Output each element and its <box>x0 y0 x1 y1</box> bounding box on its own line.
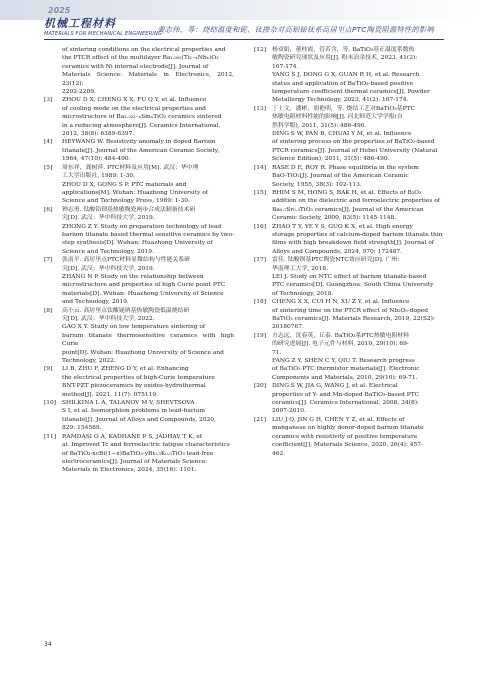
reference-line: 的研究进展[J]. 电子元件与材料, 2010, 29(10): 69- <box>272 341 409 348</box>
running-title: 裴志伟，等：烧结温度和铌、钛掺杂对高铝铋钛系高居里点PTC陶瓷阻温特性的影响 <box>157 25 434 34</box>
reference-line: FANG Z Y, SHEN C Y, QIU T. Research progress <box>272 358 415 365</box>
reference-line: the PTCR effect of the multilayer Ba₁.₀₀₂(Ti₁₋ₓNbₓ)O₃ <box>62 55 219 62</box>
reference-line: Ba₀.₇Sr₀.₃TiO₃ ceramics[J]. Journal of the American <box>272 206 424 213</box>
reference-number: [7] <box>44 257 53 264</box>
reference-line: 究[D]. 武汉：华中科技大学, 2019. <box>62 265 155 272</box>
reference-line: 热敏电阻材料性能的影响[J]. 河北师范大学学报(自 <box>272 114 403 121</box>
reference-line: ceramics with resistivity of positive temperature <box>272 433 418 440</box>
reference-line: ceramics[J]. Ceramics International, 2008, 34(8): <box>272 400 419 407</box>
header-rule <box>44 39 444 40</box>
reference-line: 究[D]. 武汉：华中科技大学, 2022. <box>62 316 155 322</box>
reference-number: [5] <box>44 164 53 171</box>
reference-number <box>44 46 62 96</box>
reference-number: [8] <box>44 307 53 314</box>
reference-line: RHIM S M, HONG S, BAK H, et al. Effects of B₂O₃ <box>272 189 422 196</box>
reference-text <box>272 382 444 416</box>
reference-line: 71. <box>272 349 282 356</box>
reference-entry <box>44 399 234 433</box>
reference-line: 工大学出版社, 1989: 1-30. <box>62 173 136 180</box>
reference-line: 20180767. <box>272 324 304 331</box>
reference-line: electroceramics[J]. Journal of Materials Science: <box>62 458 208 465</box>
journal-title-cn: 机械工程材料 <box>44 17 116 30</box>
reference-number: [19] <box>254 332 267 339</box>
reference-line: Science and Technology, 2019. <box>62 248 154 255</box>
reference-line: 2012, 38(8): 6389-6397. <box>62 131 135 138</box>
reference-entry <box>44 365 234 399</box>
reference-line: of sintering process on the properties of BaTiO₃-based <box>272 139 435 146</box>
reference-number: [17] <box>254 257 267 264</box>
reference-line: of BaTiO₃-xcBi(1−x)BaTiO₃-yBi₀.₅K₀.₅TiO₃ lead-free <box>62 450 214 457</box>
reference-line: BaO-TiO₂[J]. Journal of the American Ceramic <box>272 173 409 180</box>
reference-line: LIU J Q, JIN G H, CHEN Y Z, et al. Effects of <box>272 416 405 423</box>
reference-line: films with high breakdown field strength[J]. Journal of <box>272 240 434 247</box>
reference-entry <box>44 256 234 306</box>
reference-text <box>62 307 234 366</box>
reference-text <box>272 298 444 332</box>
reference-line: 2007-2010. <box>272 408 306 415</box>
reference-line: barium titanate based thermal sensitive ceramics by two- <box>62 231 234 238</box>
reference-line: 高小云. 高居里点钛酸铋钠基热敏陶瓷低温烧结研 <box>62 307 190 314</box>
reference-line: and Technology, 2019. <box>62 299 129 306</box>
reference-line: ZHOU D X, CHENG X X, FU Q Y, et al. Influence <box>62 97 207 104</box>
reference-line: 167-174. <box>272 63 299 70</box>
reference-line: Metallurgy Technology, 2023, 41(2): 167-174. <box>272 97 409 104</box>
reference-entry <box>254 105 444 164</box>
reference-entry <box>44 307 234 366</box>
reference-line: titanate[J]. Journal of Alloys and Compounds, 2020, <box>62 416 216 423</box>
reference-line: titanate[J]. Journal of the American Ceramic Society, <box>62 147 220 154</box>
reference-line: ZHONG Z Y. Study on preparation technology of lead <box>62 223 222 230</box>
reference-entry <box>44 138 234 163</box>
reference-line: Science Edition), 2011, 31(5): 486-490. <box>272 156 390 163</box>
reference-number: [11] <box>44 433 57 440</box>
reference-line: SHILKINA L A, TALANOV M V, SHEVTSOVA <box>62 400 195 407</box>
reference-entry <box>254 46 444 105</box>
reference-number: [3] <box>44 97 53 104</box>
reference-line: status and application of BaTiO₃-based positive <box>272 80 414 87</box>
reference-line: 462. <box>272 450 286 457</box>
reference-line: materials[D]. Wuhan: Huazhong University of Science <box>62 290 224 297</box>
reference-line: LI B, ZHU F, ZHENG D Y, et al. Enhancing <box>62 366 189 373</box>
reference-text <box>62 399 234 433</box>
reference-line: step synthesis[D]. Wuhan: Huazhong University of <box>62 240 213 247</box>
reference-text <box>62 46 234 96</box>
reference-line: Materials in Electronics, 2024, 35(16): 1101. <box>62 467 197 474</box>
reference-entry <box>254 298 444 332</box>
right-column <box>254 46 444 475</box>
reference-line: method[J]. 2021, 11(7): 075119. <box>62 391 159 398</box>
reference-text <box>272 256 444 298</box>
reference-line: Society, 1955, 38(3): 102-113. <box>272 181 362 188</box>
reference-line: storage properties of calcium-doped barium titanate thin <box>272 231 443 238</box>
left-column <box>44 46 234 475</box>
reference-text <box>272 189 444 223</box>
reference-line: DING S W, PAN B, CHUAI Y M, et al. Influence <box>272 131 412 138</box>
reference-text <box>62 365 234 399</box>
reference-line: 钟志勇. 钛酸铅钡基热敏陶瓷两步合成法制备技术研 <box>62 206 196 213</box>
reference-line: BaTiO₃ ceramics[J]. Materials Research, 2019, 22(S2): <box>272 316 435 322</box>
reference-line: barium titanate thermosensitive ceramics with high Curie <box>62 332 234 348</box>
reference-entry <box>254 382 444 416</box>
reference-entry <box>254 416 444 458</box>
reference-line: Science and Technology Press, 1989: 1-30. <box>62 198 190 205</box>
reference-line: YANG S J, DONG G X, GUAN R H, et al. Research <box>272 72 420 79</box>
reference-number: [21] <box>254 416 267 423</box>
reference-line: 究[D]. 武汉：华中科技大学, 2019. <box>62 215 155 222</box>
reference-line: 2202-2209. <box>62 89 96 96</box>
reference-text <box>62 206 234 256</box>
reference-text <box>62 164 234 206</box>
reference-entry <box>254 189 444 223</box>
year-badge: 2025 <box>48 6 71 15</box>
reference-line: 丁士文，潘彬，胡艳明，等. 烧结工艺对BaTiO₃基PTC <box>272 105 416 112</box>
reference-line: coefficient[J]. Materials Science, 2020, 26(4): 457- <box>272 442 424 449</box>
reference-entry <box>254 256 444 298</box>
reference-line: 1964, 47(10): 484-490. <box>62 156 131 163</box>
reference-line: manganese on highly donor-doped barium titanate <box>272 425 424 432</box>
reference-line: Alloys and Compounds, 2024, 970: 172487. <box>272 248 403 255</box>
reference-entry <box>44 433 234 475</box>
reference-line: microstructure of Ba₁.₀₂₂₋ₓSmₓTiO₃ ceramics sintered <box>62 114 222 121</box>
reference-number: [6] <box>44 206 53 213</box>
reference-number: [9] <box>44 366 53 373</box>
reference-text <box>272 223 444 257</box>
reference-line: 周东祥，龚树萍. PTC材料及应用[M]. 武汉：华中理 <box>62 164 199 171</box>
reference-number: [16] <box>254 223 267 230</box>
reference-entry <box>44 46 234 96</box>
reference-line: of sintering time on the PTCR effect of Nb₂O₅-doped <box>272 307 429 314</box>
reference-line: RAMDASI O A, KADHANE P S, JADHAV T K, et <box>62 433 203 440</box>
reference-line: applications[M]. Wuhan: Huazhong University of <box>62 189 208 196</box>
reference-number: [4] <box>44 139 53 146</box>
reference-line: al. Improved Tc and ferroelectric fatigue characteristics <box>62 442 230 449</box>
reference-text <box>62 256 234 306</box>
reference-line: S I, et al. Isomorphism problems in lead-barium <box>62 408 205 415</box>
reference-line: RASE D E, ROY R. Phase equilibria in the system <box>272 164 419 171</box>
reference-entry <box>44 164 234 206</box>
reference-line: the electrical properties of high-Curie temperature <box>62 374 215 381</box>
reference-line: of Technology, 2018. <box>272 290 334 297</box>
reference-line: 敏陶瓷研究现状及应用[J]. 粉末冶金技术, 2023, 41(2): <box>272 55 418 62</box>
reference-line: in a reducing atmosphere[J]. Ceramics International, <box>62 122 221 129</box>
reference-number: [12] <box>254 47 267 53</box>
reference-line: 华南理工大学, 2018. <box>272 265 328 272</box>
reference-text <box>62 138 234 163</box>
reference-text <box>272 164 444 189</box>
reference-line: of sintering conditions on the electrical properties and <box>62 47 226 53</box>
reference-line: properties of Y- and Mn-doped BaTiO₃-based PTC <box>272 391 420 398</box>
reference-line: Technology, 2022. <box>62 358 116 365</box>
reference-line: addition on the dielectric and ferroelectric properties of <box>272 198 440 205</box>
reference-line: ZHOU D X, GONG S P. PTC materials and <box>62 181 187 188</box>
reference-text <box>272 332 444 382</box>
reference-text <box>272 46 444 105</box>
reference-number: [10] <box>44 400 57 407</box>
reference-line: HEYWANG W. Resistivity anomaly in doped Barium <box>62 139 216 146</box>
reference-line: BNT-PZT piezoceramics by oxides-hydrothermal <box>62 383 206 390</box>
page-number: 34 <box>44 641 52 648</box>
reference-text <box>62 433 234 475</box>
reference-line: Materials Science: Materials in Electronics, 2012, 23(12): <box>62 72 234 87</box>
reference-line: ceramics with Ni internal electrode[J]. Journal of <box>62 63 209 70</box>
reference-line: 雷佳. 钛酸钡基PTC陶瓷NTC效应研究[D]. 广州: <box>272 257 400 264</box>
reference-line: LEI J. Study on NTC effect of barium titanate-based <box>272 273 427 280</box>
reference-text <box>272 105 444 164</box>
reference-line: 杨双娟，董桂霞，管若含，等. BaTiO₃基正温度系数热 <box>272 47 415 53</box>
reference-number: [14] <box>254 164 267 171</box>
reference-line: Components and Materials, 2010, 29(10): 69-71. <box>272 374 418 381</box>
reference-line: of BaTiO₃ PTC thermistor materials[J]. Electronic <box>272 366 420 373</box>
reference-entry <box>44 206 234 256</box>
reference-entry <box>254 164 444 189</box>
reference-number: [20] <box>254 383 267 390</box>
journal-title-en: MATERIALS FOR MECHANICAL ENGINEERING <box>44 31 163 37</box>
reference-line: PTC ceramics[D]. Guangzhou: South China University <box>272 282 434 289</box>
reference-line: 然科学版), 2011, 31(5): 486-490. <box>272 122 367 129</box>
reference-columns <box>44 46 444 475</box>
reference-entry <box>254 223 444 257</box>
reference-line: 张南平. 高居里点PTC材料显微结构与性能关系研 <box>62 257 191 264</box>
reference-number: [18] <box>254 299 267 306</box>
reference-entry <box>44 96 234 138</box>
reference-number: [13] <box>254 105 267 112</box>
reference-line: CHENG X X, CUI H N, XU Z Y, et al. Influence <box>272 299 410 306</box>
reference-line: point[D]. Wuhan: Huazhong University of Science and <box>62 349 224 356</box>
reference-line: of cooling mode on the electrical properties and <box>62 105 206 112</box>
reference-number: [15] <box>254 189 267 196</box>
reference-line: GAO X Y. Study on low temperature sintering of <box>62 324 206 331</box>
reference-line: PTCR ceramics[J]. Journal of Hebei University (Natural <box>272 147 438 154</box>
reference-line: microstructure and properties of high Curie point PTC <box>62 282 226 289</box>
reference-line: ZHANG N P. Study on the relationship between <box>62 273 204 280</box>
reference-line: ZHAO T Y, YE Y S, GUO K X, et al. High energy <box>272 223 413 230</box>
reference-text <box>272 416 444 458</box>
reference-entry <box>254 332 444 382</box>
reference-line: Ceramic Society, 2000, 83(5): 1145-1148. <box>272 215 397 222</box>
reference-line: 方志远，沈春英，丘泰. BaTiO₃系PTC热敏电阻材料 <box>272 332 410 339</box>
reference-line: 829: 154589. <box>62 425 102 432</box>
reference-line: DING S W, JIA G, WANG J, et al. Electrical <box>272 383 398 390</box>
reference-line: temperature coefficient thermal ceramics[J]. Powder <box>272 89 430 96</box>
reference-text <box>62 96 234 138</box>
